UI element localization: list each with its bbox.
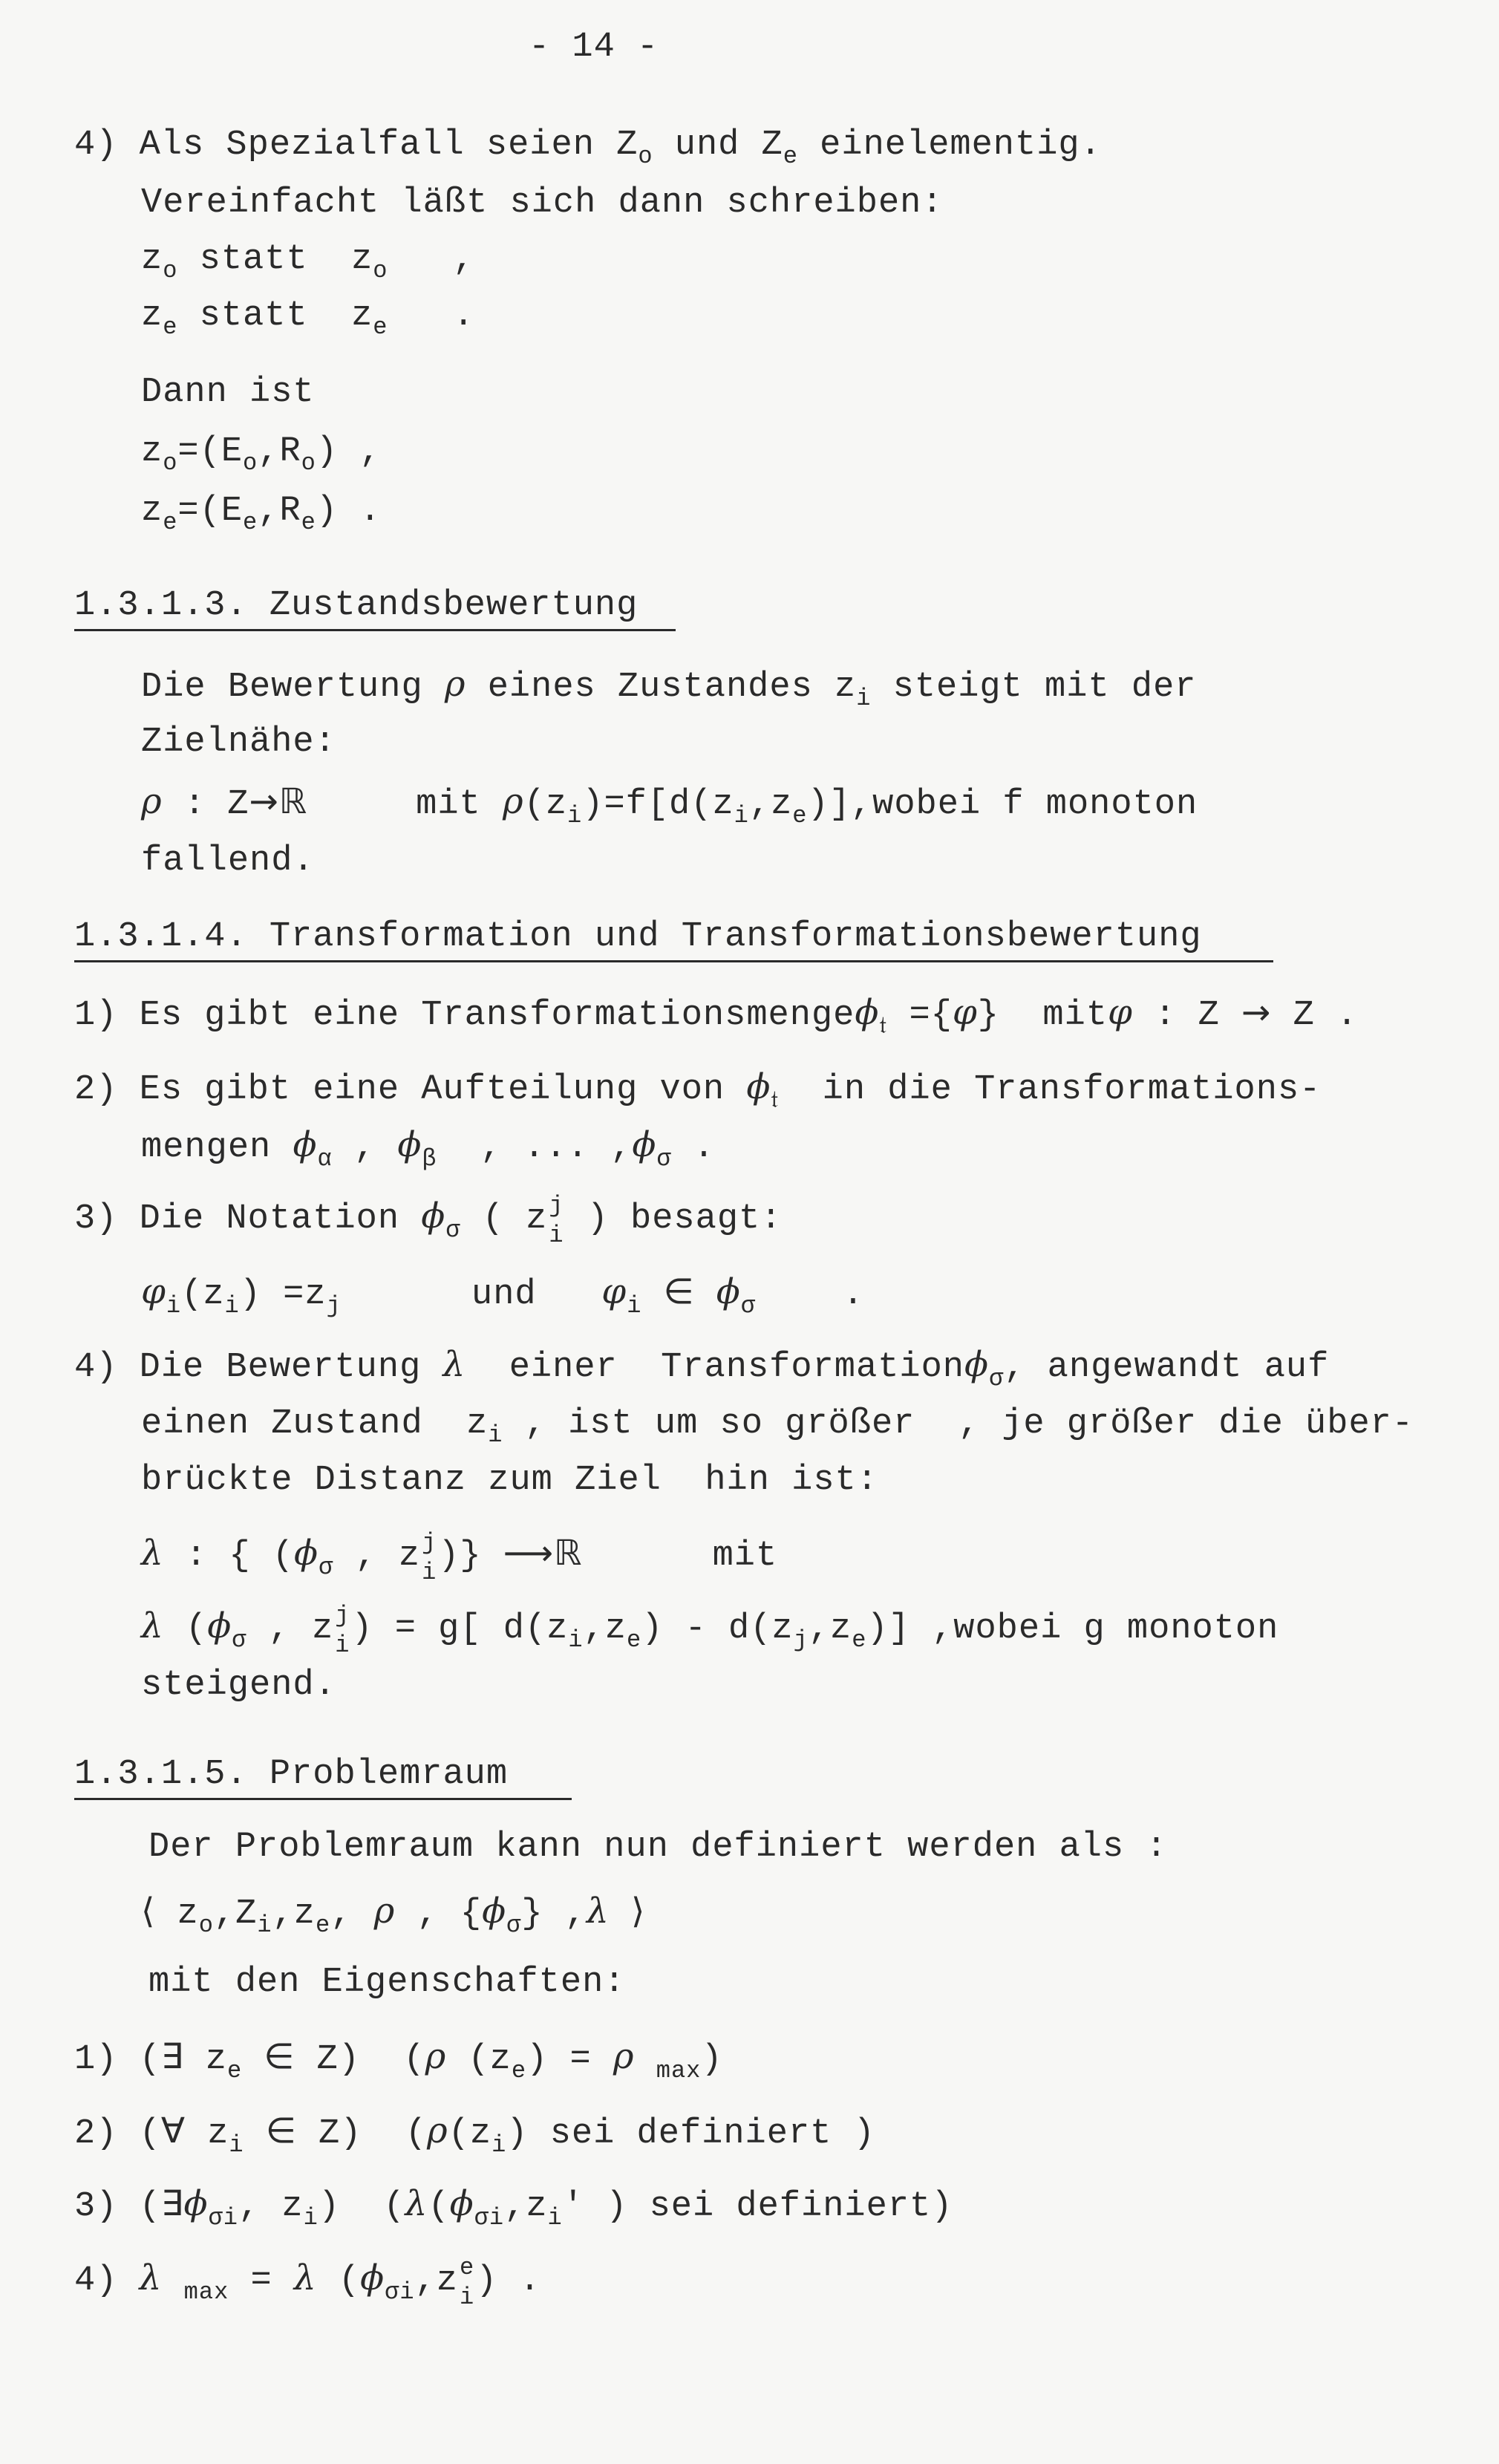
sec133-text1: Die Bewertung ρ eines Zustandes $z_i$ steigt mit der — [141, 664, 1197, 712]
sec135-text1: Der Problemraum kann nun definiert werden als : — [148, 1828, 1168, 1867]
intro-item4-line: 4) Als Spezialfall seien $Z_o$ und $Z_e$ einelementig. — [74, 126, 1102, 170]
formula-problemraum: ⟨ $z_o,Z_i,z_e$, ρ , $\{\phi_\sigma\}$ ,λ ⟩ — [141, 1891, 646, 1939]
sec134-item4: 4) Die Bewertung λ einer Transformationϕ$_\sigma$, angewandt auf — [74, 1344, 1330, 1392]
sec134-item1: 1) Es gibt eine Transformationsmengeϕ$_𝔱$ ={φ} mitφ : Z → Z . — [74, 992, 1359, 1040]
property-2: 2) (∀ $z_i$ ∈ Z) ($\rho(z_i)$ sei definiert ) — [74, 2111, 875, 2159]
heading-1315: 1.3.1.5. Problemraum — [74, 1757, 572, 1800]
formula-zo: $z_o=(E_o,R_o)$ , — [141, 432, 382, 477]
formula-rho: ρ : Z→ℝ mit $\rho(z_i)=f[d(z_i,z_e)],wobei$ f monoton — [141, 781, 1198, 830]
intro-ze-statt: $z_e$ statt $z_e$ . — [141, 296, 475, 341]
sec133-fallend: fallend. — [141, 841, 315, 881]
property-1: 1) (∃ $z_e$ ∈ Z) (ρ $(z_e) = \rho$ $_{max}$) — [74, 2036, 723, 2085]
page-number: - 14 - — [529, 27, 659, 67]
intro-zo-statt: $z_o$ statt $z_o$ , — [141, 240, 475, 284]
intro-simplified: Vereinfacht läßt sich dann schreiben: — [141, 183, 944, 223]
sec134-item4-line2: einen Zustand $z_i$ , ist um so größer , je größer die über- — [141, 1404, 1414, 1449]
sec134-item3: 3) Die Notation $\phi_\sigma$ ( z j i ) besagt: — [74, 1192, 783, 1249]
property-3: 3) ($\exists\phi_{\sigma i}$, $z_i$) ($\lambda(\phi_{\sigma i},z_i'$ ) sei definiert) — [74, 2183, 953, 2232]
sec133-text2: Zielnähe: — [141, 723, 336, 762]
formula-phi-i: $\varphi_i(z_i) =z_j$ und $\varphi_i$ ∈ $\phi_\sigma$ . — [141, 1271, 865, 1320]
sec134-steigend: steigend. — [141, 1666, 336, 1705]
formula-lambda: λ ($\phi_\sigma$ , z j i ) = g[ $d(z_i,z_e) - d(z_j,z_e)$] ,wobei g monoton — [141, 1602, 1279, 1659]
formula-ze: $z_e=(E_e,R_e)$ . — [141, 492, 382, 536]
intro-dann-ist: Dann ist — [141, 373, 315, 412]
sec135-text2: mit den Eigenschaften: — [148, 1963, 626, 2002]
formula-lambda-def: λ : { ($\phi_\sigma$ , z j i )} ⟶ℝ mit — [141, 1529, 778, 1586]
property-4: 4) λ $_{max}$ = λ ($\phi_{\sigma i},z$ e i ) . — [74, 2254, 541, 2311]
sec134-item2-mengen: mengen $\phi_\alpha$ , $\phi_\beta$ , ... $,\phi_\sigma$ . — [141, 1124, 716, 1173]
sec134-item2: 2) Es gibt eine Aufteilung von $\phi_𝔱$ in die Transformations- — [74, 1066, 1322, 1115]
heading-1314: 1.3.1.4. Transformation und Transformationsbewertung — [74, 919, 1273, 962]
heading-1313: 1.3.1.3. Zustandsbewertung — [74, 588, 676, 631]
sec134-item4-line3: brückte Distanz zum Ziel hin ist: — [141, 1461, 878, 1500]
